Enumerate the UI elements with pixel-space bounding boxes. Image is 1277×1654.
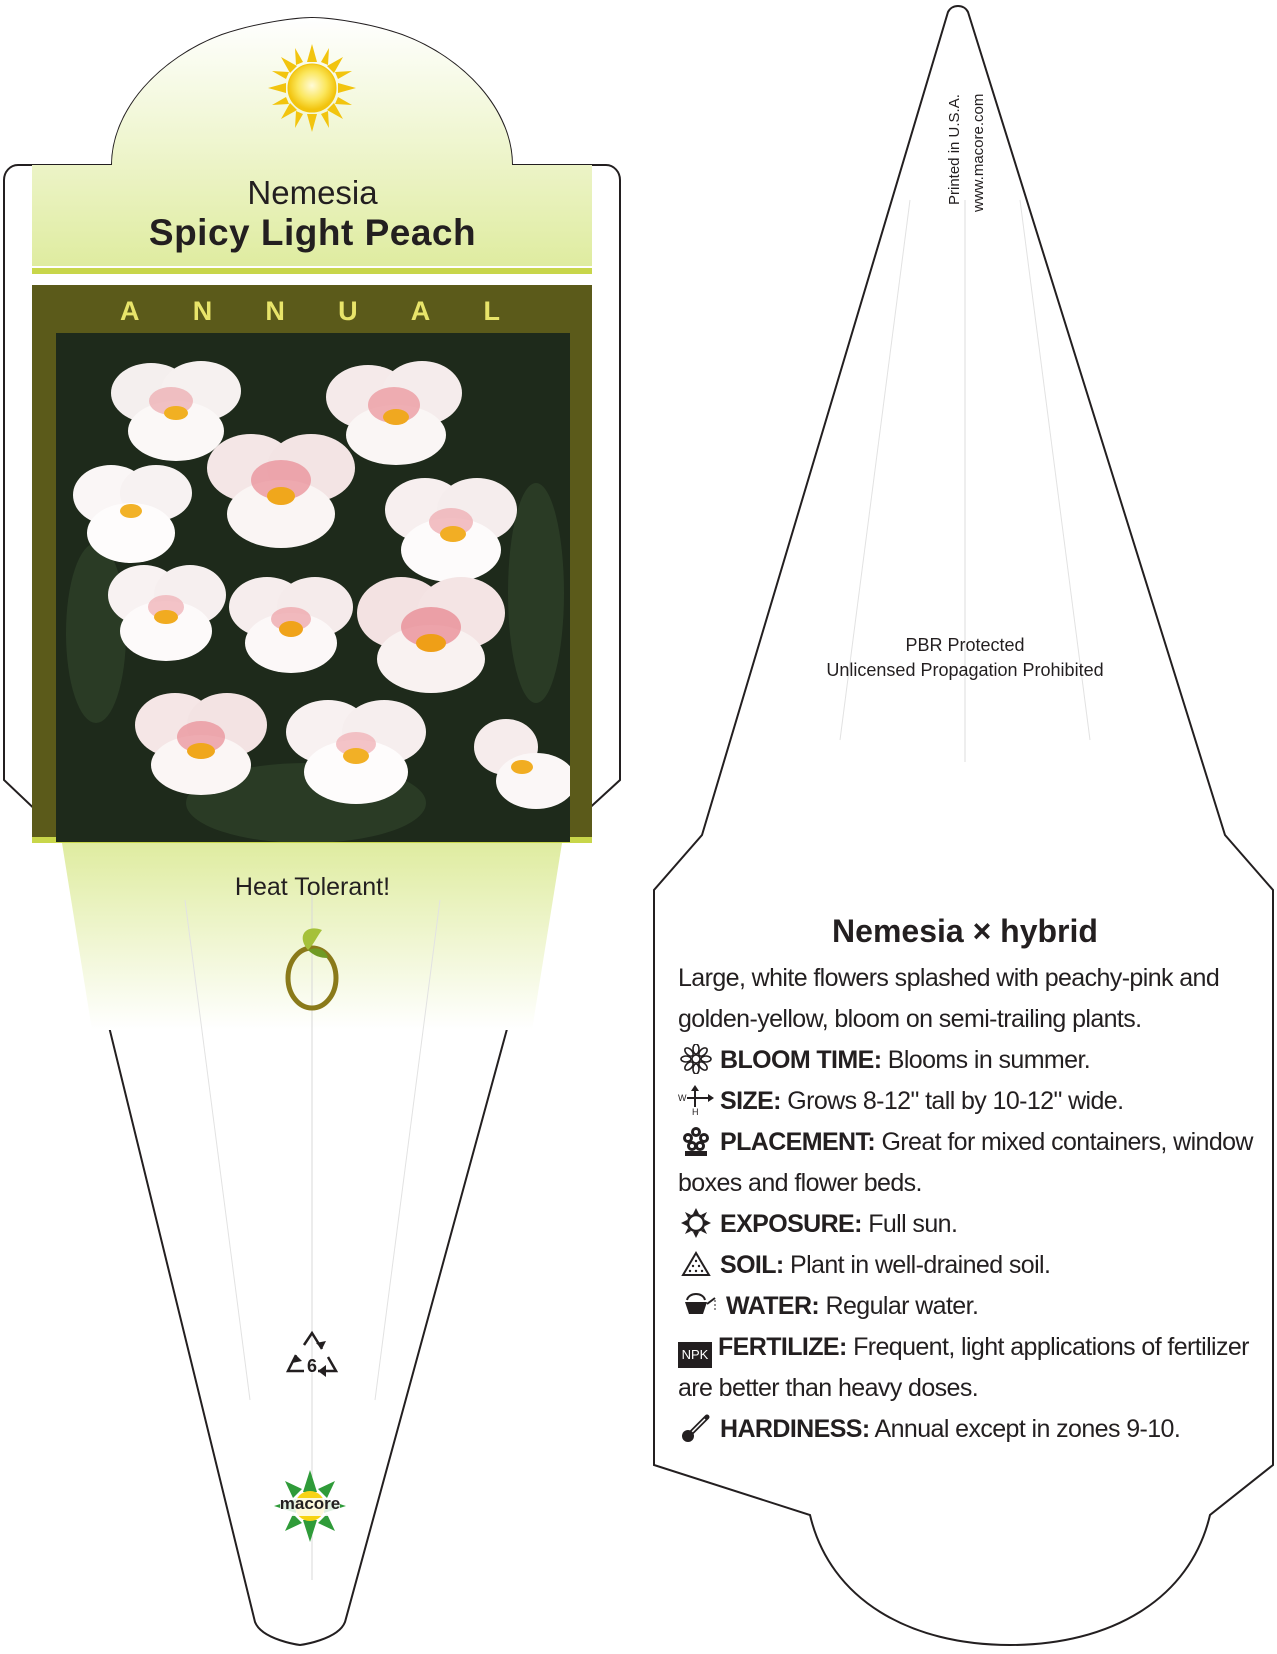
care-text: Grows 8-12" tall by 10-12" wide. <box>780 1087 1124 1115</box>
category-letter: A <box>120 296 140 326</box>
plant-description: Large, white flowers splashed with peachy-pink and golden-yellow, bloom on semi-trailing plants. <box>678 964 1220 1033</box>
care-text: Great for mixed containers, window boxes and flower beds. <box>678 1128 1253 1197</box>
care-label: BLOOM TIME: <box>720 1046 882 1074</box>
npk-icon: NPK <box>678 1342 712 1368</box>
care-row-exposure <box>678 1204 1263 1245</box>
care-text: Plant in well-drained soil. <box>783 1251 1051 1279</box>
watering-can-icon <box>678 1290 720 1320</box>
size-icon-h: H <box>692 1107 698 1115</box>
care-text: Full sun. <box>861 1210 958 1238</box>
care-label: FERTILIZE: <box>718 1333 847 1361</box>
plant-cultivar: Spicy Light Peach <box>148 212 477 253</box>
care-row-fertilize <box>678 1327 1263 1409</box>
care-text: Regular water. <box>819 1292 979 1320</box>
care-label: HARDINESS: <box>720 1415 870 1443</box>
placement-icon <box>678 1126 714 1156</box>
care-row-bloom <box>678 1040 1263 1081</box>
care-row-size <box>678 1081 1263 1122</box>
care-label: PLACEMENT: <box>720 1128 876 1156</box>
care-row-hardiness <box>678 1409 1263 1450</box>
care-text: Blooms in summer. <box>881 1046 1091 1074</box>
sun-icon <box>268 44 356 132</box>
care-label: EXPOSURE: <box>720 1210 862 1238</box>
printed-in-text: Printed in U.S.A. <box>946 94 963 205</box>
care-info <box>678 958 1263 1450</box>
category-letter: N <box>192 296 213 326</box>
category-letter: U <box>338 296 358 326</box>
pbr-line-1: PBR Protected <box>905 635 1025 655</box>
category-label <box>120 296 500 327</box>
plant-genus: Nemesia <box>247 174 378 211</box>
care-label: SIZE: <box>720 1087 781 1115</box>
size-arrows-icon <box>678 1085 714 1115</box>
care-text: Annual except in zones 9-10. <box>869 1415 1181 1443</box>
care-label: SOIL: <box>720 1251 784 1279</box>
size-icon-w: W <box>678 1093 686 1103</box>
care-label: WATER: <box>726 1292 820 1320</box>
daisy-icon <box>678 1044 714 1074</box>
pbr-line-2: Unlicensed Propagation Prohibited <box>826 660 1104 680</box>
care-text: Frequent, light applications of fertilizer are better than heavy doses. <box>678 1333 1249 1402</box>
care-row-water <box>678 1286 1263 1327</box>
thermometer-icon <box>678 1413 714 1443</box>
flower-photo <box>56 333 570 842</box>
recycle-number: 6 <box>306 1356 317 1376</box>
website-text: www.macore.com <box>970 93 987 212</box>
brand-name: macore <box>279 1494 341 1513</box>
category-letter: N <box>265 296 285 326</box>
pbr-notice <box>760 633 1170 683</box>
care-row-placement <box>678 1122 1263 1204</box>
soil-icon <box>678 1249 714 1279</box>
species-name: Nemesia × hybrid <box>832 913 1098 949</box>
sun-outline-icon <box>678 1208 714 1238</box>
care-row-soil <box>678 1245 1263 1286</box>
category-letter: L <box>483 296 500 326</box>
feature-tagline: Heat Tolerant! <box>234 873 391 901</box>
category-letter: A <box>410 296 431 326</box>
